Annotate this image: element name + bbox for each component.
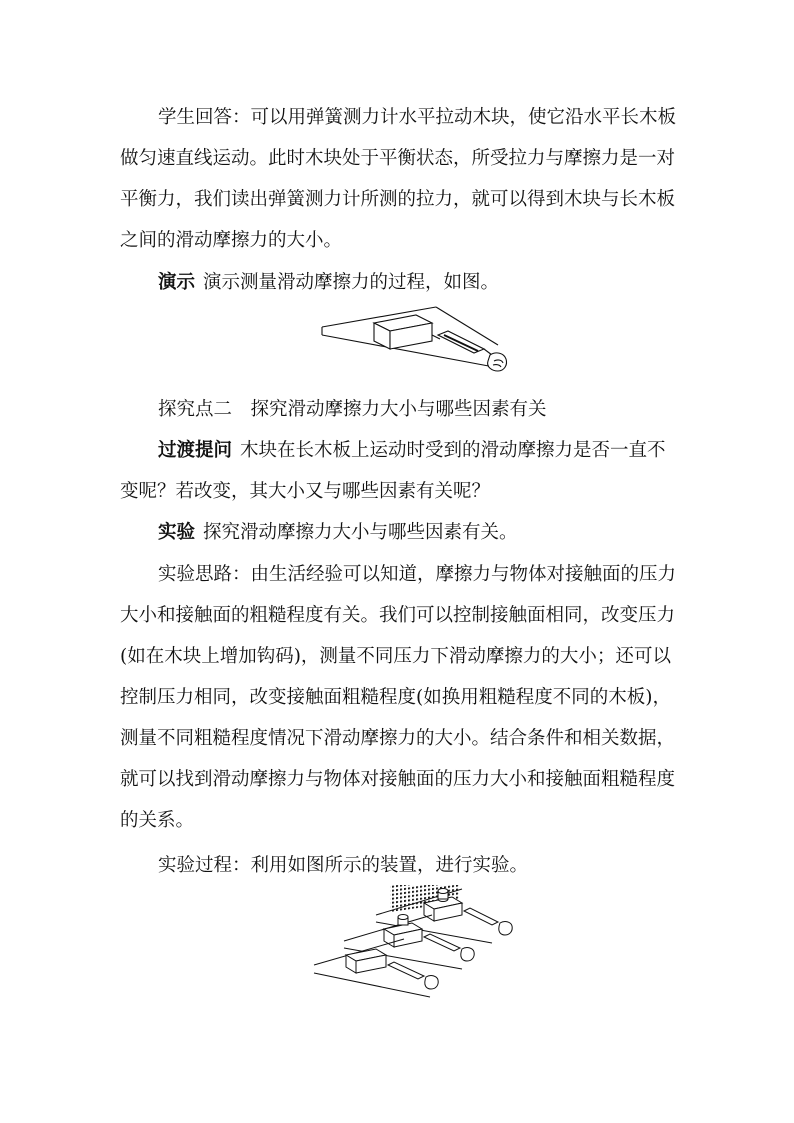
transition-paragraph bbox=[120, 430, 680, 512]
demo-text: 演示测量滑动摩擦力的过程，如图。 bbox=[203, 272, 500, 293]
section-heading-2: 探究点二 探究滑动摩擦力大小与哪些因素有关 bbox=[158, 399, 547, 420]
setup-plain bbox=[314, 939, 438, 997]
figure-spring-scale-demo bbox=[318, 305, 518, 385]
wood-block bbox=[374, 315, 432, 349]
demo-paragraph bbox=[120, 262, 680, 303]
experiment-idea-paragraph: 实验思路：由生活经验可以知道，摩擦力与物体对接触面的压力大小和接触面的粗糙程度有关。我们可以控制接触面相同，改变压力(如在木块上增加钩码)，测量不同压力下滑动摩擦力的大小；还可以控制压力相同，改变接触面粗糙程度(如换用粗糙程度不同的木板)，测量不同粗糙程度情况下滑动摩擦力的大小。结合条件和相关数据，就可以找到滑动摩擦力与物体对接触面的压力大小和接触面粗糙程度的关系。 bbox=[120, 564, 677, 831]
student-answer-paragraph: 学生回答：可以用弹簧测力计水平拉动木块，使它沿水平长木板做匀速直线运动。此时木块处于平衡状态，所受拉力与摩擦力是一对平衡力，我们读出弹簧测力计所测的拉力，就可以得到木块与长木板之间的滑动摩擦力的大小。 bbox=[120, 107, 677, 251]
hand-icon bbox=[461, 948, 474, 961]
transition-label: 过渡提问 bbox=[158, 440, 233, 461]
hand-icon bbox=[488, 353, 507, 371]
experiment-process-paragraph: 实验过程：利用如图所示的装置，进行实验。 bbox=[158, 855, 529, 876]
experiment-label: 实验 bbox=[158, 522, 196, 543]
hand-icon bbox=[425, 976, 438, 989]
spring-scale bbox=[438, 331, 492, 355]
experiment-paragraph bbox=[120, 512, 680, 553]
demo-label: 演示 bbox=[158, 272, 196, 293]
figure-three-experiment-setups bbox=[312, 885, 532, 1010]
experiment-text: 探究滑动摩擦力大小与哪些因素有关。 bbox=[203, 522, 518, 543]
transition-text: 木块在长木板上运动时受到的滑动摩擦力是否一直不变呢？若改变，其大小又与哪些因素有关呢？ bbox=[120, 440, 666, 502]
hand-icon bbox=[499, 922, 512, 935]
